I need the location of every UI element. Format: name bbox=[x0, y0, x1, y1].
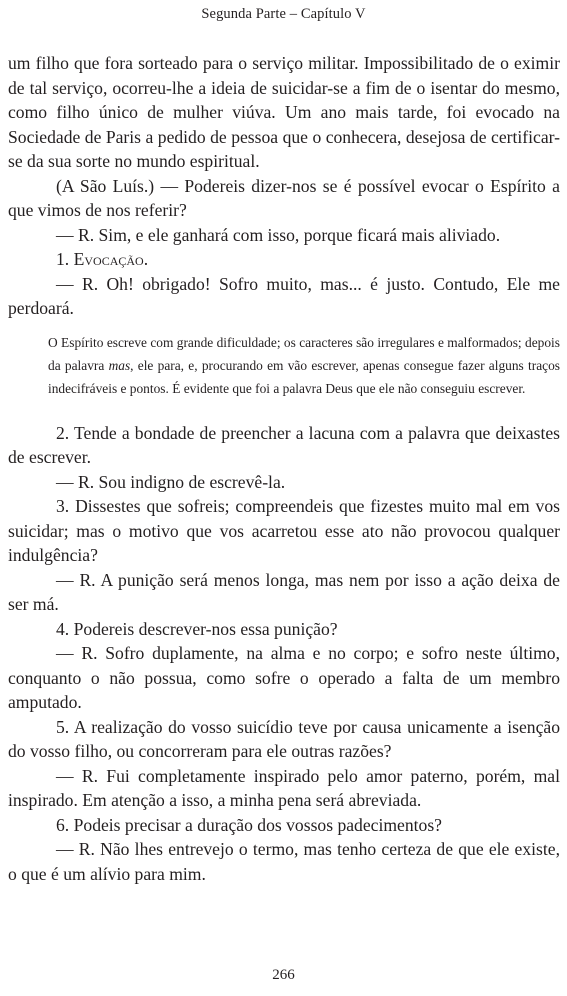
question-number: 2. bbox=[56, 422, 70, 443]
editor-note bbox=[48, 331, 560, 401]
question-number: 4. bbox=[56, 618, 70, 639]
question-2 bbox=[8, 421, 560, 470]
question-3 bbox=[8, 494, 560, 568]
question-number: 3. bbox=[56, 496, 70, 517]
question-number: 5. bbox=[56, 716, 70, 737]
answer-1: — R. Oh! obrigado! Sofro muito, mas... é justo. Contudo, Ele me perdoará. bbox=[8, 273, 560, 318]
question-1 bbox=[8, 247, 560, 272]
answer-5: — R. Fui completamente inspirado pelo amor paterno, porém, mal inspirado. Em atenção a isso, a minha pena será abreviada. bbox=[8, 765, 560, 811]
question-4 bbox=[8, 617, 560, 642]
paragraph: um filho que fora sorteado para o serviço militar. Impossibilitado de o eximir de tal serviço, ocorreu-lhe a ideia de suicidar-se a fim de o isentar do mesmo, como filho único de mulher viúva. Um ano mais tarde, foi evocado na Sociedade de Paris a pedido de pessoa que o conhecera, desejosa de certificar-se da sua sorte no mundo espiritual. bbox=[8, 53, 560, 171]
answer-4: — R. Sofro duplamente, na alma e no corpo; e sofro neste último, conquanto o não possua, como sofre o operado a falta de um membro amputado. bbox=[8, 643, 560, 713]
note-text: , ele para, e, procurando em vão escrever, apenas consegue fazer alguns traços indecifráveis e pontos. É evidente que foi a palavra Deus que ele não conseguiu escrever. bbox=[48, 357, 560, 397]
paragraph: (A São Luís.) — Podereis dizer-nos se é possível evocar o Espírito a que vimos de nos referir? bbox=[8, 175, 560, 220]
question-text: Podeis precisar a duração dos vossos padecimentos? bbox=[73, 814, 442, 835]
question-5 bbox=[8, 715, 560, 764]
page-body bbox=[8, 51, 560, 886]
question-text: Podereis descrever-nos essa punição? bbox=[73, 618, 338, 639]
answer-6: — R. Não lhes entrevejo o termo, mas tenho certeza de que ele existe, o que é um alívio para mim. bbox=[8, 839, 560, 884]
answer: — R. Sim, e ele ganhará com isso, porque ficará mais aliviado. bbox=[56, 224, 501, 245]
question-number: 1. bbox=[56, 249, 70, 269]
question-text: Tende a bondade de preencher a lacuna com a palavra que deixastes de escrever. bbox=[8, 422, 560, 468]
page-number: 266 bbox=[272, 967, 295, 983]
note-italic-word: mas bbox=[108, 357, 131, 373]
answer-2: — R. Sou indigno de escrevê-la. bbox=[56, 471, 286, 492]
question-6 bbox=[8, 813, 560, 838]
question-number: 6. bbox=[56, 814, 70, 835]
answer-3: — R. A punição será menos longa, mas nem por isso a ação deixa de ser má. bbox=[8, 569, 560, 615]
note-text: O Espírito escreve com grande dificuldade; os caracteres são irregulares e malformados; depois da palavra bbox=[48, 334, 560, 373]
question-text: A realização do vosso suicídio teve por causa unicamente a isenção do vosso filho, ou concorreram para ele outras razões? bbox=[8, 716, 560, 762]
question-text: Dissestes que sofreis; compreendeis que fizestes muito mal em vos suicidar; mas o motivo que vos acarretou esse ato não provocou qualquer indulgência? bbox=[8, 496, 560, 566]
running-header: Segunda Parte – Capítulo V bbox=[201, 6, 366, 22]
question-text: Evocação. bbox=[73, 249, 149, 269]
